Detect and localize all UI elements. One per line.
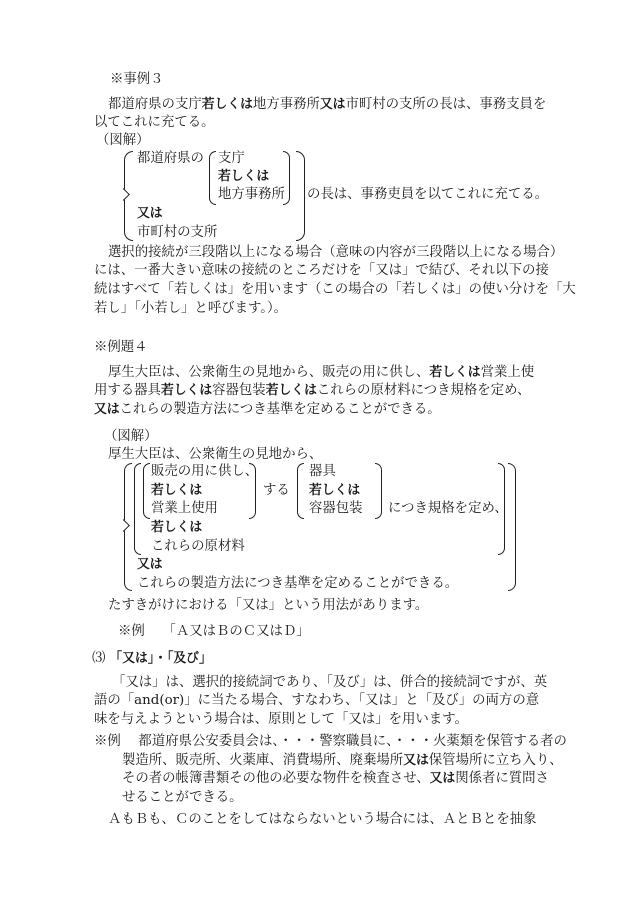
section3-line2: 語の「and(or)」に当たる場合、すなわち、「又は」と「及び」の両方の意 xyxy=(94,693,540,708)
section3-closing-line: ＡもＢも、Ｃのことをしてはならないという場合には、ＡとＢとを抽象 xyxy=(108,812,537,827)
section3-example-line2: 製造所、販売所、火薬庫、消費場所、廃棄場所又は保管場所に立ち入り、 xyxy=(122,753,563,768)
diagram4-suru: する xyxy=(263,483,290,498)
example4-paragraph-line2: 用する器具若しくは容器包装若しくはこれらの原材料につき規格を定め、 xyxy=(94,383,531,398)
diagram3-outer-right-brace xyxy=(296,151,305,241)
section3-title: 「又は」・「及び」 xyxy=(109,651,212,666)
section3-line3: 味を与えようという場合は、原則として「又は」を用います。 xyxy=(94,712,468,727)
diagram3-matawa: 又は xyxy=(137,206,163,221)
diagram4-moshikuwa-2: 若しくは xyxy=(309,483,361,498)
diagram4-intro: 厚生大臣は、公衆衛生の見地から、 xyxy=(108,447,323,462)
diagram4-matawa: 又は xyxy=(137,557,163,572)
section3-heading xyxy=(92,650,212,668)
section3-example-line1: ※例 都道府県公安委員会は、・・・警察職員に、・・・火薬類を保管する者の xyxy=(94,734,567,749)
tasukigake-example: ※例 「Ａ又はＢのＣ又はＤ」 xyxy=(118,624,310,639)
example3-diagram-label: （図解） xyxy=(96,133,150,148)
diagram3-inner-left-brace xyxy=(209,151,216,205)
diagram4-genzai: これらの原材料 xyxy=(151,539,245,554)
section3-number: ⑶ xyxy=(92,651,106,666)
tasukigake-note: たすきがけにおける「又は」という用法があります。 xyxy=(108,598,429,613)
section3-example-line3: その者の帳簿書類その他の必要な物件を検査させ、又は関係者に質問さ xyxy=(122,771,549,786)
diagram4-hanbai: 販売の用に供し、 xyxy=(151,464,259,479)
explanation-line1: 選択的接続が三段階以上になる場合（意味の内容が三段階以上になる場合） xyxy=(108,245,564,260)
diagram4-moshikuwa-3: 若しくは xyxy=(151,520,203,535)
explanation-line2: には、一番大きい意味の接続のところだけを「又は」で結び、それ以下の接 xyxy=(94,263,549,278)
diagram4-yoki: 容器包装 xyxy=(309,501,363,516)
example4-diagram-label: （図解） xyxy=(104,429,158,444)
diagram4-object-right-brace xyxy=(375,463,382,519)
diagram3-prefecture: 都道府県の xyxy=(137,151,204,166)
explanation-line3: 続はすべて「若しくは」を用います（この場合の「若しくは」の使い分けを「大 xyxy=(94,282,576,297)
section3-example-line4: せることができる。 xyxy=(122,790,243,805)
diagram4-seizo: これらの製造方法につき基準を定めることができる。 xyxy=(137,576,459,591)
diagram4-outer-right-brace xyxy=(508,463,516,591)
diagram4-kikaku: につき規格を定め、 xyxy=(388,501,508,516)
diagram3-shicho: 支庁 xyxy=(218,151,245,166)
diagram4-object-left-brace xyxy=(297,463,304,519)
diagram3-moshikuwa: 若しくは xyxy=(218,169,270,184)
example4-heading: ※例題４ xyxy=(94,340,148,355)
diagram4-inner-left-brace xyxy=(143,463,150,519)
example3-paragraph-line1: 都道府県の支庁若しくは地方事務所又は市町村の支所の長は、事務支員を xyxy=(108,97,547,112)
diagram3-shison: 市町村の支所 xyxy=(137,225,218,240)
diagram4-eigyo: 営業上使用 xyxy=(151,501,218,516)
example3-heading: ※事例３ xyxy=(110,72,164,87)
diagram4-mid-left-brace xyxy=(134,463,141,555)
section3-line1: 「又は」は、選択的接続詞であり、「及び」は、併合的接続詞ですが、英 xyxy=(112,675,548,690)
explanation-line4: 若し」「小若し」と呼びます。）。 xyxy=(94,301,288,316)
example4-paragraph-line1: 厚生大臣は、公衆衛生の見地から、販売の用に供し、若しくは営業上使 xyxy=(108,365,535,380)
diagram3-chiho: 地方事務所 xyxy=(218,187,285,202)
diagram4-kigu: 器具 xyxy=(309,464,336,479)
diagram4-moshikuwa-1: 若しくは xyxy=(151,483,203,498)
example4-paragraph-line3: 又はこれらの製造方法につき基準を定めることができる。 xyxy=(94,402,441,417)
example3-paragraph-line2: 以てこれに充てる。 xyxy=(94,115,215,130)
diagram3-tail: の長は、事務吏員を以てこれに充てる。 xyxy=(307,187,549,202)
